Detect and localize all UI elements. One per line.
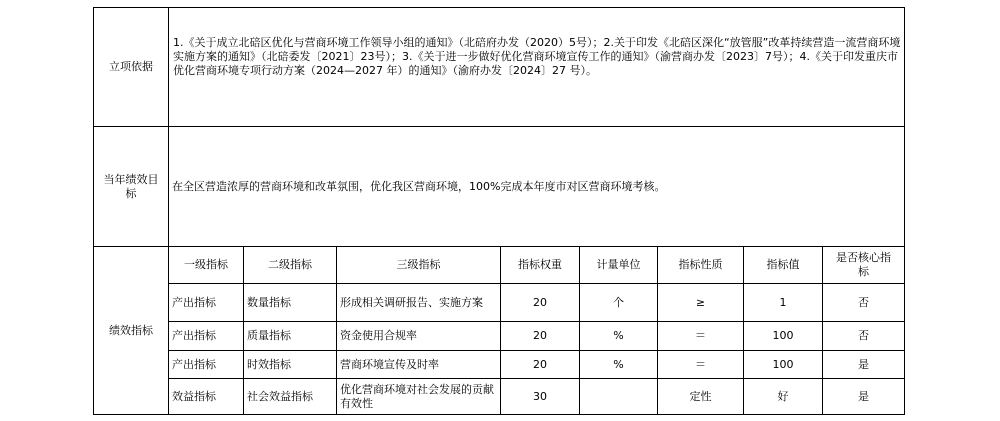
performance-table [93, 7, 905, 415]
row2-is-core: 否 [858, 329, 869, 342]
row4-level3: 优化营商环境对社会发展的贡献有效性 [340, 382, 494, 410]
row4-is-core: 是 [858, 389, 869, 403]
row2-level2: 质量指标 [247, 329, 291, 342]
row2-unit: % [613, 329, 624, 342]
header-level3: 三级指标 [396, 258, 441, 271]
header-is-core: 是否核心指标 [836, 251, 891, 278]
row2-level1: 产出指标 [172, 329, 216, 342]
row2-level3: 资金使用合规率 [340, 329, 417, 342]
row4-level2: 社会效益指标 [247, 389, 313, 403]
row2-nature: ＝ [695, 329, 706, 342]
header-weight: 指标权重 [518, 258, 562, 271]
row1-level3: 形成相关调研报告、实施方案 [340, 295, 483, 309]
row4-unit [580, 379, 657, 414]
row4-value: 好 [777, 389, 789, 403]
header-value: 指标值 [766, 258, 800, 271]
row2-weight: 20 [533, 329, 547, 342]
row1-weight: 20 [533, 295, 547, 309]
row4-nature: 定性 [689, 389, 712, 403]
row1-level2: 数量指标 [247, 295, 291, 309]
row3-unit: % [613, 357, 624, 371]
row2-value: 100 [772, 329, 794, 342]
row3-level3: 营商环境宣传及时率 [340, 357, 439, 371]
row3-weight: 20 [533, 357, 547, 371]
header-unit: 计量单位 [596, 258, 641, 271]
row4-level1: 效益指标 [172, 389, 216, 403]
basis-text: 1.《关于成立北碚区优化与营商环境工作领导小组的通知》（北碚府办发（2020）5号）；2.关于印发《北碚区深化“放管服”改革持续营造一流营商环境实施方案的通知》（北碚委发〔2021〕23号）；3.《关于进一步做好优化营商环境宣传工作的通知》（渝营商办发〔2023〕7号）；4.《关于印发重庆市优化营商环境专项行动方案（2024—2027 年）的通知》（渝府办发〔2024〕27 号）。 [173, 36, 901, 77]
row1-value: 1 [779, 295, 787, 309]
row1-is-core: 否 [858, 295, 869, 309]
header-nature: 指标性质 [678, 258, 723, 271]
row3-value: 100 [772, 357, 794, 371]
row4-weight: 30 [533, 389, 547, 403]
row1-nature: ≥ [695, 295, 706, 309]
indicators-label: 绩效指标 [109, 323, 153, 337]
row3-level1: 产出指标 [172, 357, 216, 371]
header-level2: 二级指标 [268, 258, 312, 271]
row3-is-core: 是 [858, 357, 869, 371]
row3-nature: ＝ [695, 357, 706, 371]
row3-level2: 时效指标 [247, 357, 291, 371]
header-level1: 一级指标 [184, 258, 228, 271]
row1-unit: 个 [613, 295, 624, 309]
row1-level1: 产出指标 [172, 295, 216, 309]
goal-label: 当年绩效目标 [103, 172, 159, 200]
basis-label: 立项依据 [109, 60, 153, 73]
goal-text: 在全区营造浓厚的营商环境和改革氛围，优化我区营商环境，100%完成本年度市对区营商环境考核。 [172, 179, 666, 193]
